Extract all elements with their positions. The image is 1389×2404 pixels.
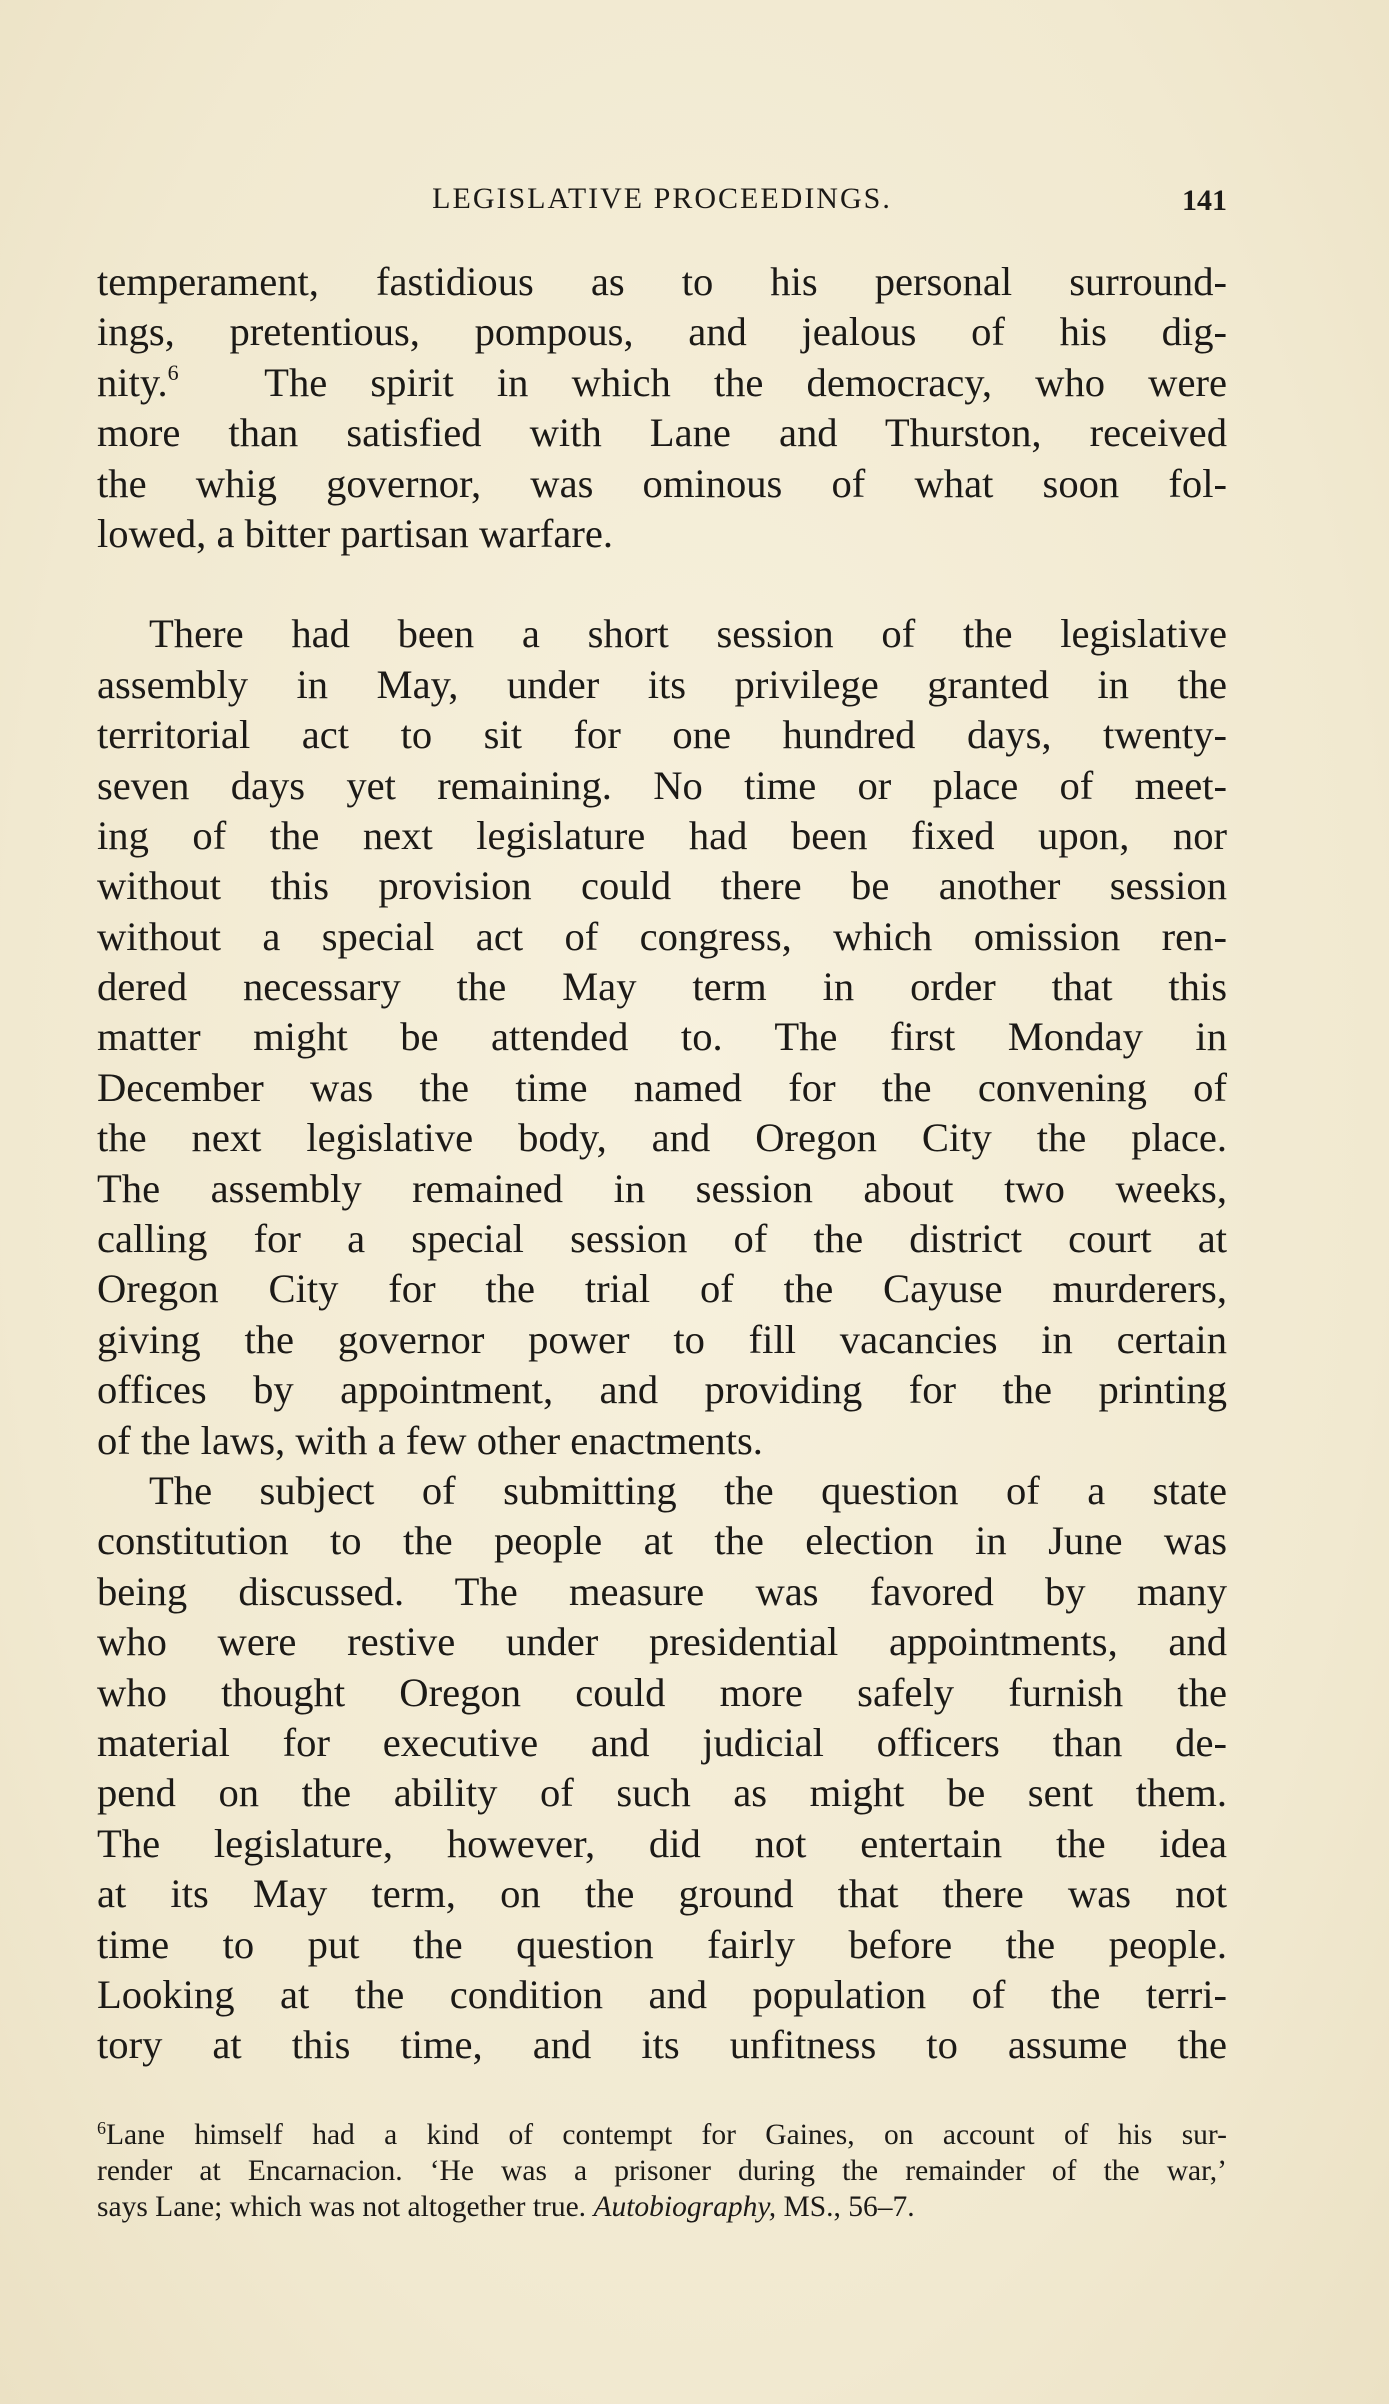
footnote-line	[97, 2189, 1227, 2225]
text-line: territorial act to sit for one hundred days, twenty-	[97, 712, 1227, 758]
footnote-reference[interactable]: 6	[167, 359, 179, 385]
text-fragment: The spirit in which the democracy, who were	[264, 359, 1228, 405]
text-line: The subject of submitting the question of a state	[149, 1467, 1227, 1513]
text-line: Oregon City for the trial of the Cayuse murderers,	[97, 1266, 1227, 1312]
footnote-line	[97, 2117, 1227, 2153]
text-line: tory at this time, and its unfitness to assume the	[97, 2022, 1227, 2068]
text-line-with-footnote	[97, 358, 1227, 408]
text-line: without this provision could there be another session	[97, 863, 1227, 909]
text-fragment: nity.	[97, 359, 168, 405]
text-line: matter might be attended to. The first Monday in	[97, 1014, 1227, 1060]
text-fragment: Lane himself had a kind of contempt for Gaines, on account of his sur-	[106, 2119, 1227, 2151]
running-title: LEGISLATIVE PROCEEDINGS.	[432, 182, 892, 215]
footnote-line: render at Encarnacion. ‘He was a prisoner during the remainder of the war,’	[97, 2155, 1227, 2187]
text-fragment: says Lane; which was not altogether true.	[97, 2191, 587, 2223]
text-line: dered necessary the May term in order that this	[97, 964, 1227, 1010]
text-line: offices by appointment, and providing for the printing	[97, 1367, 1227, 1413]
body-text	[97, 257, 1227, 2071]
text-line: without a special act of congress, which omission ren-	[97, 913, 1227, 959]
text-line: who were restive under presidential appointments, and	[97, 1619, 1227, 1665]
page-number: 141	[1182, 184, 1227, 217]
text-line: constitution to the people at the election in June was	[97, 1518, 1227, 1564]
paragraph-1	[97, 257, 1227, 559]
running-head	[97, 182, 1227, 222]
paragraph-3	[97, 1466, 1227, 2071]
text-line: time to put the question fairly before the people.	[97, 1921, 1227, 1967]
text-line: The legislature, however, did not entertain the idea	[97, 1820, 1227, 1866]
text-line: calling for a special session of the district court at	[97, 1216, 1227, 1262]
footnote	[97, 2117, 1227, 2225]
text-line: temperament, fastidious as to his personal surround-	[97, 259, 1227, 304]
text-line: material for executive and judicial officers than de-	[97, 1719, 1227, 1765]
text-line: being discussed. The measure was favored by many	[97, 1568, 1227, 1614]
text-line: at its May term, on the ground that there was not	[97, 1871, 1227, 1917]
text-line: giving the governor power to fill vacancies in certain	[97, 1316, 1227, 1362]
text-line: seven days yet remaining. No time or place of meet-	[97, 762, 1227, 808]
text-line: ing of the next legislature had been fixed upon, nor	[97, 812, 1227, 858]
citation-title: Autobiography,	[593, 2191, 777, 2223]
text-line: There had been a short session of the legislative	[149, 611, 1227, 657]
text-line: who thought Oregon could more safely furnish the	[97, 1669, 1227, 1715]
text-line: assembly in May, under its privilege granted in the	[97, 661, 1227, 707]
text-line: December was the time named for the convening of	[97, 1064, 1227, 1110]
text-line: more than satisfied with Lane and Thurston, received	[97, 410, 1227, 456]
footnote-mark: 6	[97, 2118, 106, 2138]
text-line: Looking at the condition and population of the terri-	[97, 1971, 1227, 2017]
text-fragment: MS., 56–7.	[783, 2191, 915, 2223]
text-line: The assembly remained in session about two weeks,	[97, 1165, 1227, 1211]
text-line: ings, pretentious, pompous, and jealous of his dig-	[97, 309, 1227, 355]
text-line: the next legislative body, and Oregon City the place.	[97, 1115, 1227, 1161]
text-line: of the laws, with a few other enactments.	[97, 1417, 763, 1463]
text-line: lowed, a bitter partisan warfare.	[97, 510, 614, 556]
text-line: pend on the ability of such as might be sent them.	[97, 1770, 1227, 1816]
paragraph-2	[97, 609, 1227, 1466]
text-line: the whig governor, was ominous of what soon fol-	[97, 460, 1227, 506]
